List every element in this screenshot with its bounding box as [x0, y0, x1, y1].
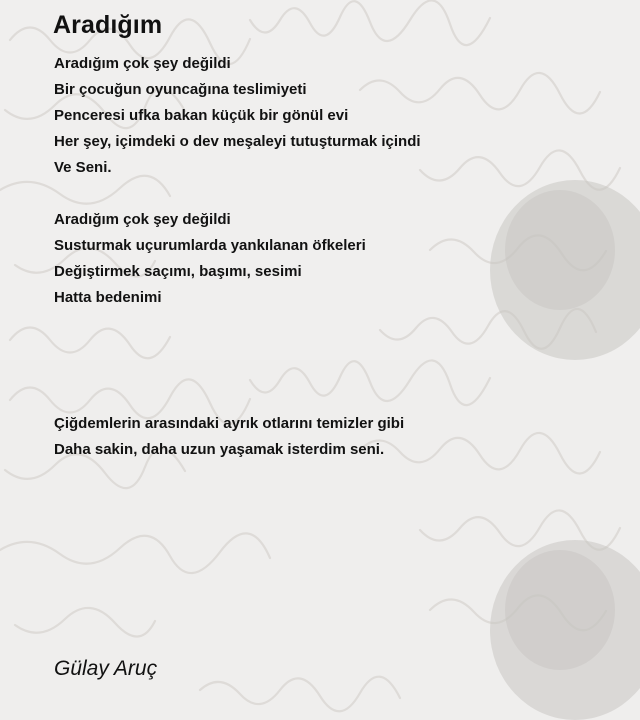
poem-line: Daha sakin, daha uzun yaşamak isterdim seni.: [54, 441, 385, 458]
poem-line: Susturmak uçurumlarda yankılanan öfkeleri: [54, 237, 366, 254]
poem-line: Değiştirmek saçımı, başımı, sesimi: [54, 263, 302, 280]
poem-title: Aradığım: [53, 11, 163, 39]
poem-line: Her şey, içimdeki o dev meşaleyi tutuşturmak içindi: [54, 133, 421, 150]
poem-line: Hatta bedenimi: [54, 289, 162, 306]
stanza-3: [54, 411, 404, 463]
stanza-1: [54, 51, 421, 181]
stanza-2: [54, 207, 366, 311]
poem-line: Aradığım çok şey değildi: [54, 211, 231, 228]
poem-line: Bir çocuğun oyuncağına teslimiyeti: [54, 81, 307, 98]
author-name: Gülay Aruç: [54, 657, 158, 680]
poem-line: Aradığım çok şey değildi: [54, 55, 231, 72]
poem-line: Ve Seni.: [54, 159, 112, 176]
poem-line: Çiğdemlerin arasındaki ayrık otlarını temizler gibi: [54, 415, 405, 432]
poem-line: Penceresi ufka bakan küçük bir gönül evi: [54, 107, 349, 124]
